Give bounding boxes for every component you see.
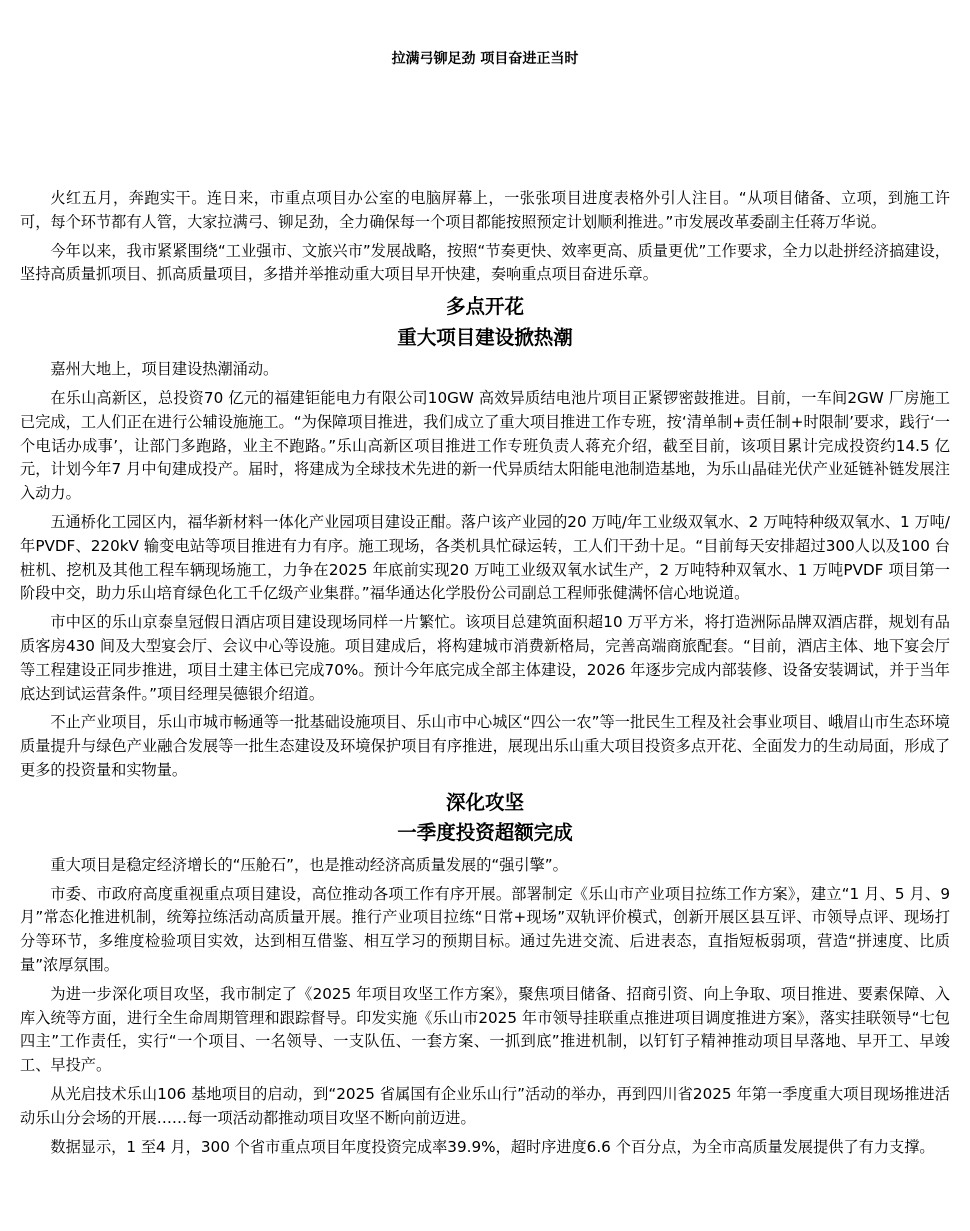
body-paragraph: 从光启技术乐山106 基地项目的启动，到“2025 省属国有企业乐山行”活动的举办，再到四川省2025 年第一季度重大项目现场推进活动乐山分会场的开展……每一项活动都推动项目攻坚不断向前迈进。: [20, 1084, 950, 1127]
body-paragraph: 嘉州大地上，项目建设热潮涌动。: [50, 360, 279, 379]
section-subheading: 重大项目建设掀热潮: [397, 325, 573, 349]
body-paragraph: 为进一步深化项目攻坚，我市制定了《2025 年项目攻坚工作方案》，聚焦项目储备、招商引资、向上争取、项目推进、要素保障、入库入统等方面，进行全生命周期管理和跟踪督导。印发实施《乐山市2025 年市领导挂联重点推进项目调度推进方案》，落实挂联领导“七包四主”工作责任，实行“一个项目、一名领导、一支队伍、一套方案、一抓到底”推进机制，以钉钉子精神推动项目早落地、早开工、早竣工、早投产。: [20, 984, 950, 1075]
section-subheading: 一季度投资超额完成: [397, 821, 573, 845]
body-paragraph: 市中区的乐山京泰皇冠假日酒店项目建设现场同样一片繁忙。该项目总建筑面积超10 万平方米，将打造洲际品牌双酒店群，规划有品质客房430 间及大型宴会厅、会议中心等设施。项目建成后，将构建城市消费新格局，完善高端商旅配套。“目前，酒店主体、地下宴会厅等工程建设正同步推进，项目土建主体已完成70%。预计今年底完成全部主体建设，2026 年逐步完成内部装修、设备安装调试，并于当年底达到试运营条件。”项目经理吴德银介绍道。: [20, 613, 950, 703]
intro-paragraph: 今年以来，我市紧紧围绕“工业强市、文旅兴市”发展战略，按照“节奏更快、效率更高、质量更优”工作要求，全力以赴拼经济搞建设，坚持高质量抓项目、抓高质量项目，多措并举推动重大项目早开快建，奏响重点项目奋进乐章。: [20, 241, 950, 284]
body-paragraph: 不止产业项目，乐山市城市畅通等一批基础设施项目、乐山市中心城区“四公一农”等一批民生工程及社会事业项目、峨眉山市生态环境质量提升与绿色产业融合发展等一批生态建设及环境保护项目有序推进，展现出乐山重大项目投资多点开花、全面发力的生动局面，形成了更多的投资量和实物量。: [20, 713, 950, 779]
article-body: [20, 187, 950, 1164]
body-paragraph: 在乐山高新区，总投资70 亿元的福建钜能电力有限公司10GW 高效异质结电池片项目正紧锣密鼓推进。目前，一车间2GW 厂房施工已完成，工人们正在进行公辅设施施工。“为保障项目推进，我们成立了重大项目推进工作专班，按‘清单制+责任制+时限制’要求，践行‘一个电话办成事’，让部门多跑路，业主不跑路。”乐山高新区项目推进工作专班负责人蒋充介绍，截至目前，该项目累计完成投资约14.5 亿元，计划今年7 月中旬建成投产。届时，将建成为全球技术先进的新一代异质结太阳能电池制造基地，为乐山晶硅光伏产业延链补链发展注入动力。: [20, 388, 950, 503]
article-title: 拉满弓铆足劲 项目奋进正当时: [391, 51, 579, 67]
body-paragraph: 五通桥化工园区内，福华新材料一体化产业园项目建设正酣。落户该产业园的20 万吨/年工业级双氧水、2 万吨特种级双氧水、1 万吨/年PVDF、220kV 输变电站等项目推进有力有序。施工现场，各类机具忙碌运转，工人们干劲十足。“目前每天安排超过300人以及100 台桩机、挖机及其他工程车辆现场施工，力争在2025 年底前实现20 万吨工业级双氧水试生产，2 万吨特种双氧水、1 万吨PVDF 项目第一阶段中交，助力乐山培育绿色化工千亿级产业集群。”福华通达化学股份公司副总工程师张健满怀信心地说道。: [20, 512, 950, 603]
section-heading: 多点开花: [445, 295, 524, 319]
section-heading: 深化攻坚: [445, 790, 524, 814]
body-paragraph: 数据显示，1 至4 月，300 个省市重点项目年度投资完成率39.9%，超时序进度6.6 个百分点，为全市高质量发展提供了有力支撑。: [50, 1137, 935, 1156]
intro-paragraph: 火红五月，奔跑实干。连日来，市重点项目办公室的电脑屏幕上，一张张项目进度表格外引人注目。“从项目储备、立项，到施工许可，每个环节都有人管，大家拉满弓、铆足劲，全力确保每一个项目都能按照预定计划顺利推进。”市发展改革委副主任蒋万华说。: [20, 189, 950, 231]
body-paragraph: 重大项目是稳定经济增长的“压舱石”，也是推动经济高质量发展的“强引擎”。: [50, 855, 568, 874]
body-paragraph: 市委、市政府高度重视重点项目建设，高位推动各项工作有序开展。部署制定《乐山市产业项目拉练工作方案》，建立“1 月、5 月、9 月”常态化推进机制，统筹拉练活动高质量开展。推行产业项目拉练“日常+现场”双轨评价模式，创新开展区县互评、市领导点评、现场打分等环节，多维度检验项目实效，达到相互借鉴、相互学习的预期目标。通过先进交流、后进表态，直指短板弱项，营造“拼速度、比质量”浓厚氛围。: [20, 884, 950, 974]
